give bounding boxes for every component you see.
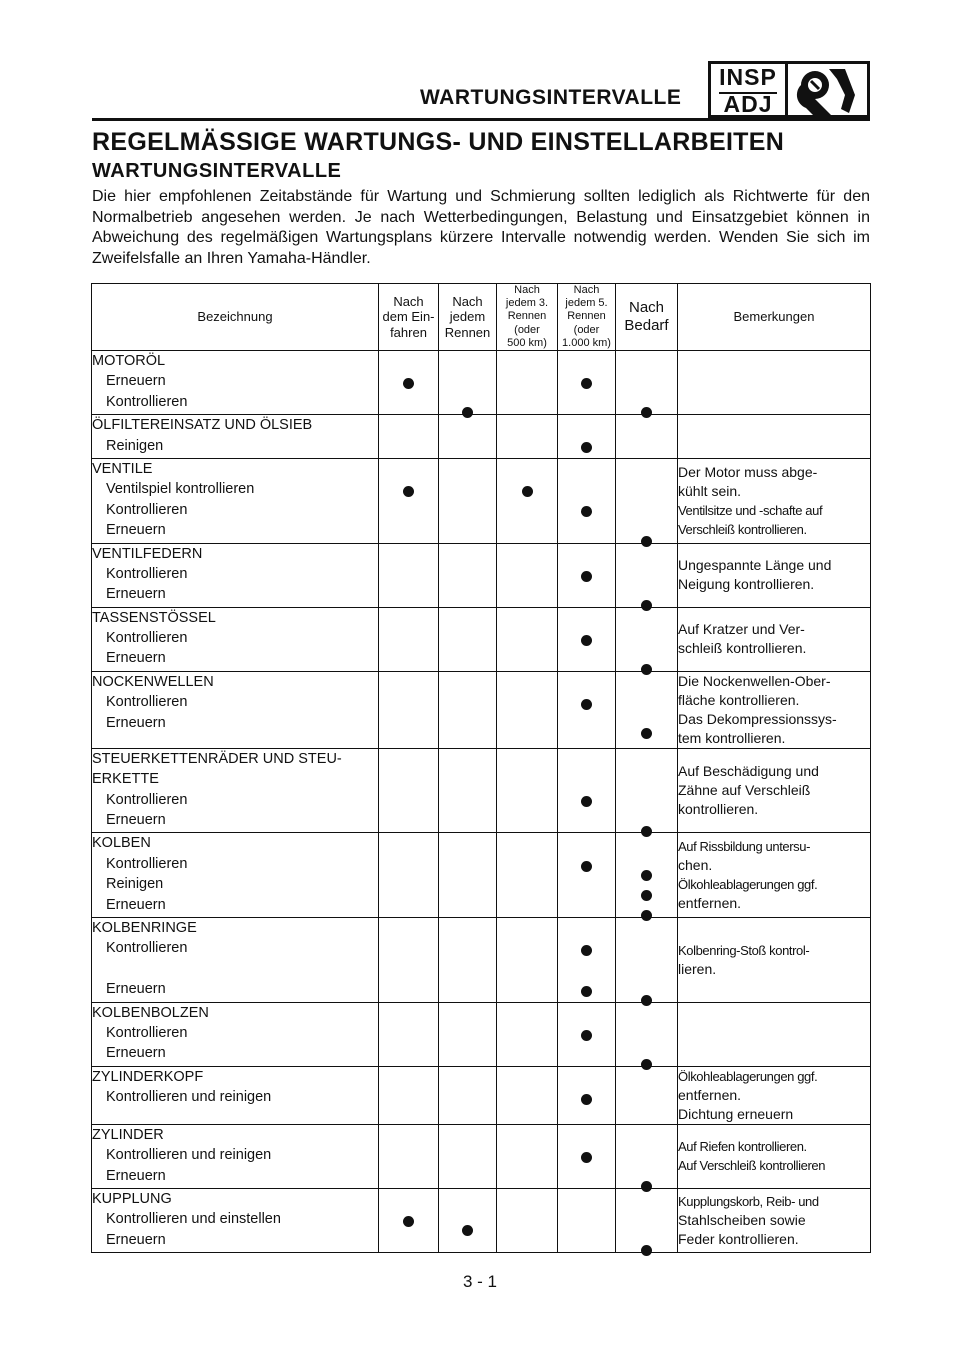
interval-dot-icon	[641, 870, 652, 881]
interval-dot-icon	[581, 442, 592, 453]
header-rule	[92, 118, 870, 121]
remark-line: entfernen.	[678, 895, 742, 912]
interval-cell	[439, 833, 497, 918]
header-as-required: Nach Bedarf	[616, 284, 678, 351]
interval-dot-icon	[641, 1245, 652, 1256]
table-row	[92, 351, 871, 415]
interval-cell	[558, 833, 616, 918]
table-row	[92, 415, 871, 459]
interval-dot-icon	[403, 1216, 414, 1227]
remark-line: Das Dekompressionssys-	[678, 710, 837, 727]
item-task: Kontrollieren	[106, 791, 188, 808]
interval-dot-icon	[581, 506, 592, 517]
remark-line: lieren.	[678, 960, 717, 977]
interval-cell	[558, 458, 616, 543]
interval-cell	[616, 458, 678, 543]
remark-line: schleiß kontrollieren.	[678, 640, 807, 657]
item-title: ZYLINDERKOPF	[92, 1068, 204, 1085]
item-cell	[92, 833, 379, 918]
item-title: KOLBEN	[92, 835, 151, 852]
interval-dot-icon	[581, 945, 592, 956]
item-task: Erneuern	[106, 650, 166, 667]
interval-cell	[616, 917, 678, 1002]
item-task: Kontrollieren	[106, 501, 188, 518]
interval-cell	[497, 1066, 558, 1124]
interval-cell	[379, 748, 439, 833]
remark-line: Kolbenring-Stoß kontrol-	[678, 942, 810, 958]
interval-cell	[439, 607, 497, 671]
interval-cell	[439, 1002, 497, 1066]
table-row	[92, 833, 871, 918]
interval-cell	[558, 671, 616, 748]
interval-dot-icon	[581, 378, 592, 389]
interval-cell	[379, 607, 439, 671]
item-task: Ventilspiel kontrollieren	[106, 481, 255, 498]
interval-cell	[558, 1066, 616, 1124]
remark-line: Der Motor muss abge-	[678, 463, 818, 480]
interval-cell	[558, 607, 616, 671]
remark-line: kontrollieren.	[678, 801, 759, 818]
item-task: Erneuern	[106, 1167, 166, 1184]
badge-adj-label: ADJ	[723, 91, 773, 117]
item-task: Kontrollieren und reinigen	[106, 1147, 272, 1164]
interval-cell	[616, 1188, 678, 1252]
interval-cell	[497, 833, 558, 918]
item-task: Reinigen	[106, 876, 164, 893]
remark-line: Die Nockenwellen-Ober-	[678, 672, 831, 689]
table-row	[92, 748, 871, 833]
interval-dot-icon	[403, 378, 414, 389]
header-item: Bezeichnung	[92, 284, 379, 351]
interval-cell	[439, 917, 497, 1002]
interval-dot-icon	[581, 699, 592, 710]
interval-cell	[379, 917, 439, 1002]
interval-cell	[379, 458, 439, 543]
remarks-cell	[678, 1188, 871, 1252]
interval-cell	[497, 543, 558, 607]
item-cell	[92, 415, 379, 459]
remarks-cell	[678, 415, 871, 459]
item-title: KOLBENRINGE	[92, 919, 197, 936]
interval-cell	[558, 543, 616, 607]
remarks-cell	[678, 671, 871, 748]
interval-dot-icon	[462, 1225, 473, 1236]
table-header-row	[92, 284, 871, 351]
maintenance-table	[91, 283, 871, 1253]
remark-line: Zähne auf Verschleiß	[678, 782, 811, 799]
table-row	[92, 1188, 871, 1252]
item-cell	[92, 1066, 379, 1124]
remarks-cell	[678, 1066, 871, 1124]
item-task: Erneuern	[106, 1045, 166, 1062]
interval-dot-icon	[581, 986, 592, 997]
item-title: KUPPLUNG	[92, 1190, 172, 1207]
remark-line: Verschleiß kontrollieren.	[678, 521, 807, 537]
header-every-3rd-race: Nach jedem 3. Rennen (oder 500 km)	[497, 284, 558, 351]
item-task: Erneuern	[106, 812, 166, 829]
item-task: Erneuern	[106, 522, 166, 539]
remark-line: Auf Riefen kontrollieren.	[678, 1139, 807, 1155]
table-row	[92, 917, 871, 1002]
item-task: Kontrollieren und einstellen	[106, 1211, 281, 1228]
item-cell	[92, 1002, 379, 1066]
interval-cell	[616, 833, 678, 918]
interval-cell	[379, 543, 439, 607]
interval-cell	[616, 351, 678, 415]
remark-line: Auf Rissbildung untersu-	[678, 839, 811, 855]
remark-line: Ungespannte Länge und	[678, 557, 832, 574]
interval-cell	[439, 415, 497, 459]
item-cell	[92, 671, 379, 748]
interval-dot-icon	[581, 796, 592, 807]
remark-line: Feder kontrollieren.	[678, 1230, 799, 1247]
interval-cell	[439, 1188, 497, 1252]
table-row	[92, 607, 871, 671]
interval-cell	[558, 1124, 616, 1188]
remark-line: Auf Verschleiß kontrollieren	[678, 1158, 826, 1174]
table-row	[92, 1124, 871, 1188]
item-title: MOTORÖL	[92, 353, 166, 369]
item-title: KOLBENBOLZEN	[92, 1004, 209, 1021]
interval-cell	[616, 671, 678, 748]
item-task: Kontrollieren	[106, 565, 188, 582]
item-cell	[92, 917, 379, 1002]
interval-cell	[616, 415, 678, 459]
remark-line: fläche kontrollieren.	[678, 691, 800, 708]
table-row	[92, 1066, 871, 1124]
interval-cell	[439, 543, 497, 607]
interval-cell	[379, 671, 439, 748]
item-title: NOCKENWELLEN	[92, 673, 214, 690]
remark-line: Auf Beschädigung und	[678, 763, 819, 780]
remark-line: entfernen.	[678, 1086, 742, 1103]
table-row	[92, 458, 871, 543]
item-title: TASSENSTÖSSEL	[92, 609, 216, 626]
remark-line: Kupplungskorb, Reib- und	[678, 1193, 819, 1209]
remark-line: kühlt sein.	[678, 482, 742, 499]
item-task: Kontrollieren	[106, 1024, 188, 1041]
interval-cell	[379, 833, 439, 918]
interval-cell	[497, 415, 558, 459]
table-row	[92, 1002, 871, 1066]
item-task: Kontrollieren und reinigen	[106, 1089, 272, 1106]
interval-cell	[497, 1124, 558, 1188]
interval-cell	[497, 748, 558, 833]
item-task: Erneuern	[106, 373, 166, 390]
item-task: Erneuern	[106, 586, 166, 603]
interval-cell	[558, 1188, 616, 1252]
remarks-cell	[678, 351, 871, 415]
remark-line: Stahlscheiben sowie	[678, 1211, 806, 1228]
item-cell	[92, 607, 379, 671]
intro-paragraph: Die hier empfohlenen Zeitabstände für Wartung und Schmierung sollten lediglich als Richtwerte für den Normalbetrieb angesehen werden. Je nach Wetterbedingungen, Belastung und Einsatzgebiet können in Abweichung des regelmäßigen Wartungsplans kürzere Intervalle notwendig werden. Wenden Sie sich im Zweifelsfalle an Ihren Yamaha-Händler.	[92, 188, 870, 267]
item-task: Kontrollieren	[106, 694, 188, 711]
remark-line: Ventilsitze und -schafte auf	[678, 502, 823, 518]
interval-cell	[379, 1066, 439, 1124]
item-cell	[92, 543, 379, 607]
interval-cell	[558, 748, 616, 833]
interval-cell	[439, 1124, 497, 1188]
remarks-cell	[678, 1124, 871, 1188]
badge-insp-label: INSP	[719, 64, 777, 90]
remark-line: Ölkohleablagerungen ggf.	[678, 877, 818, 893]
item-cell	[92, 351, 379, 415]
remark-line: Auf Kratzer und Ver-	[678, 621, 805, 638]
item-cell	[92, 748, 379, 833]
item-title-cont: ERKETTE	[92, 771, 159, 788]
interval-cell	[379, 1188, 439, 1252]
interval-dot-icon	[581, 1094, 592, 1105]
table-row	[92, 671, 871, 748]
interval-cell	[497, 1188, 558, 1252]
item-task: Reinigen	[106, 437, 164, 454]
interval-cell	[558, 917, 616, 1002]
header-every-race: Nach jedem Rennen	[439, 284, 497, 351]
remark-line: Neigung kontrollieren.	[678, 576, 815, 593]
item-task: Kontrollieren	[106, 940, 188, 957]
remarks-cell	[678, 1002, 871, 1066]
item-task: Kontrollieren	[106, 855, 188, 872]
interval-cell	[616, 1066, 678, 1124]
remark-line: chen.	[678, 857, 713, 874]
item-title: ÖLFILTEREINSATZ UND ÖLSIEB	[92, 417, 313, 434]
insp-adj-badge	[708, 61, 788, 118]
remarks-cell	[678, 833, 871, 918]
header-after-break-in: Nach dem Ein- fahren	[379, 284, 439, 351]
interval-cell	[379, 1124, 439, 1188]
interval-cell	[439, 671, 497, 748]
table-row	[92, 543, 871, 607]
item-task: Erneuern	[106, 1231, 166, 1248]
interval-cell	[558, 351, 616, 415]
header-every-5th-race: Nach jedem 5. Rennen (oder 1.000 km)	[558, 284, 616, 351]
remarks-cell	[678, 458, 871, 543]
interval-dot-icon	[581, 571, 592, 582]
interval-cell	[616, 543, 678, 607]
item-title: ZYLINDER	[92, 1126, 164, 1143]
item-title: VENTILE	[92, 460, 153, 477]
header-remarks: Bemerkungen	[678, 284, 871, 351]
interval-cell	[616, 607, 678, 671]
item-cell	[92, 1124, 379, 1188]
interval-dot-icon	[522, 486, 533, 497]
interval-cell	[439, 458, 497, 543]
interval-dot-icon	[403, 486, 414, 497]
interval-dot-icon	[581, 1152, 592, 1163]
interval-cell	[497, 917, 558, 1002]
interval-dot-icon	[581, 1030, 592, 1041]
interval-cell	[616, 1002, 678, 1066]
remarks-cell	[678, 543, 871, 607]
interval-cell	[439, 748, 497, 833]
interval-cell	[379, 1002, 439, 1066]
interval-dot-icon	[581, 861, 592, 872]
interval-cell	[379, 351, 439, 415]
interval-cell	[616, 748, 678, 833]
interval-cell	[497, 607, 558, 671]
interval-cell	[616, 1124, 678, 1188]
item-task: Kontrollieren	[106, 630, 188, 647]
interval-cell	[497, 1002, 558, 1066]
item-task	[92, 959, 378, 979]
interval-cell	[497, 671, 558, 748]
interval-dot-icon	[581, 635, 592, 646]
item-title: STEUERKETTENRÄDER UND STEU-	[92, 750, 342, 767]
interval-dot-icon	[641, 728, 652, 739]
interval-cell	[439, 351, 497, 415]
wrench-tool-icon	[788, 61, 870, 118]
page-number: 3 - 1	[462, 1272, 498, 1291]
interval-cell	[379, 415, 439, 459]
interval-cell	[497, 458, 558, 543]
item-task: Erneuern	[106, 714, 166, 731]
remark-line: Ölkohleablagerungen ggf.	[678, 1068, 818, 1084]
remarks-cell	[678, 748, 871, 833]
item-cell	[92, 1188, 379, 1252]
interval-cell	[497, 351, 558, 415]
interval-cell	[558, 415, 616, 459]
page-title: REGELMÄSSIGE WARTUNGS- UND EINSTELLARBEITEN	[92, 128, 785, 156]
section-title: WARTUNGSINTERVALLE	[420, 86, 682, 109]
interval-cell	[439, 1066, 497, 1124]
item-task: Kontrollieren	[106, 393, 188, 410]
section-subtitle: WARTUNGSINTERVALLE	[92, 160, 342, 182]
remark-line: Dichtung erneuern	[678, 1105, 794, 1122]
remarks-cell	[678, 917, 871, 1002]
remark-line: tem kontrollieren.	[678, 729, 786, 746]
interval-dot-icon	[641, 890, 652, 901]
interval-cell	[558, 1002, 616, 1066]
remarks-cell	[678, 607, 871, 671]
item-title: VENTILFEDERN	[92, 545, 203, 562]
item-task: Erneuern	[106, 981, 166, 998]
item-cell	[92, 458, 379, 543]
item-task: Erneuern	[106, 896, 166, 913]
